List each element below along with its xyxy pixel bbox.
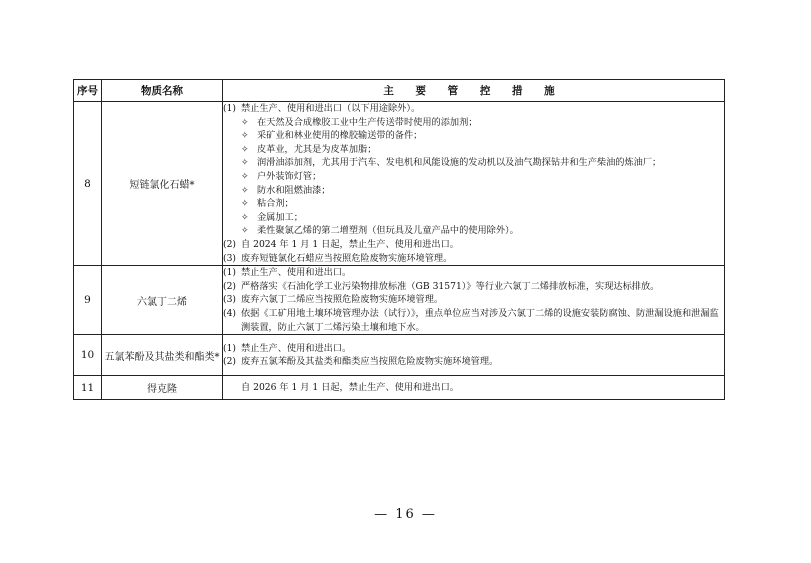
measure-text: 采矿业和林业使用的橡胶输送带的备件； [257,130,423,142]
measure-text: 在天然及合成橡胶工业中生产传送带时使用的添加剂； [257,116,478,128]
table-row [74,102,725,266]
measure-text: 依据《工矿用地土壤环境管理办法（试行）》，重点单位应当对涉及六氯丁二烯的设施安装防腐蚀、防泄漏设施和泄漏监测装置，防止六氯丁二烯污染土壤和地下水。 [241,307,719,333]
item-number: (1) [223,267,237,279]
measure-text: 防水和阻燃油漆； [257,184,331,196]
measure-text: 金属加工； [257,211,303,223]
measures-cell [223,102,725,266]
sub-bullet-item [223,197,724,211]
sub-bullet-item [223,156,724,170]
sub-bullet-item [223,184,724,198]
header-serial-number: 序号 [74,80,102,102]
measures-cell [223,266,725,335]
diamond-bullet-icon: ✧ [241,116,249,128]
measure-text: 废弃六氯丁二烯应当按照危险废物实施环境管理。 [241,294,444,306]
measure-text: 禁止生产、使用和进出口。 [241,342,352,354]
item-number: (2) [223,280,237,292]
row-number: 8 [74,102,102,266]
sub-bullet-item [223,116,724,130]
item-number: (2) [223,356,237,368]
sub-bullet-item [223,129,724,143]
measure-item [223,238,724,252]
measure-item [223,266,724,280]
diamond-bullet-icon: ✧ [241,198,249,210]
measure-item [223,342,724,356]
measure-item [223,355,724,369]
table-row [74,376,725,400]
measure-text: 禁止生产、使用和进出口（以下用途除外）。 [241,103,421,114]
table-row [74,266,725,335]
measure-text: 柔性聚氯乙烯的第二增塑剂（但玩具及儿童产品中的使用除外）。 [257,225,519,237]
measure-text: 自 2024 年 1 月 1 日起，禁止生产、使用和进出口。 [241,238,459,250]
diamond-bullet-icon: ✧ [241,170,249,182]
measure-item [223,307,724,334]
substance-name: 得克隆 [102,376,223,400]
diamond-bullet-icon: ✧ [241,225,249,237]
diamond-bullet-icon: ✧ [241,157,249,169]
measure-text: 废弃短链氯化石蜡应当按照危险废物实施环境管理。 [241,252,453,264]
measures-cell [223,335,725,376]
item-number: (3) [223,252,237,264]
item-number: (2) [223,238,237,250]
page-number: — 16 — [374,507,437,522]
measure-text: 严格落实《石油化学工业污染物排放标准（GB 31571）》等行业六氯丁二烯排放标准，实现达标排放。 [241,280,660,292]
diamond-bullet-icon: ✧ [241,143,249,155]
measure-item [223,252,724,266]
row-number: 11 [74,376,102,400]
diamond-bullet-icon: ✧ [241,184,249,196]
measures-cell [223,376,725,400]
item-number: (1) [223,103,237,114]
measure-item [223,381,724,395]
sub-bullet-item [223,211,724,225]
substance-name: 六氯丁二烯 [102,266,223,335]
header-substance-name: 物质名称 [102,80,223,102]
diamond-bullet-icon: ✧ [241,130,249,142]
diamond-bullet-icon: ✧ [241,211,249,223]
control-measures-table [73,79,725,400]
measure-item [223,293,724,307]
measure-item [223,102,724,116]
measure-text: 自 2026 年 1 月 1 日起，禁止生产、使用和进出口。 [241,381,459,393]
substance-name: 短链氯化石蜡* [102,102,223,266]
measure-text: 粘合剂； [257,198,294,210]
measure-text: 皮革业，尤其是为皮革加脂； [257,143,377,155]
item-number: (1) [223,342,237,354]
measure-text: 废弃五氯苯酚及其盐类和酯类应当按照危险废物实施环境管理。 [241,356,499,368]
row-number: 10 [74,335,102,376]
measure-text: 润滑油添加剂，尤其用于汽车、发电机和风能设施的发动机以及油气勘探钻井和生产柴油的炼油厂； [257,157,662,169]
item-number: (4) [223,307,237,319]
sub-bullet-item [223,170,724,184]
sub-bullet-item [223,143,724,157]
measure-item [223,280,724,294]
measure-text: 禁止生产、使用和进出口。 [241,267,352,279]
table-row [74,335,725,376]
item-number: (3) [223,294,237,306]
header-control-measures: 主 要 管 控 措 施 [223,80,725,102]
table-header-row [74,80,725,102]
substance-name: 五氯苯酚及其盐类和酯类* [102,335,223,376]
measure-text: 户外装饰灯管； [257,170,322,182]
sub-bullet-item [223,224,724,238]
row-number: 9 [74,266,102,335]
